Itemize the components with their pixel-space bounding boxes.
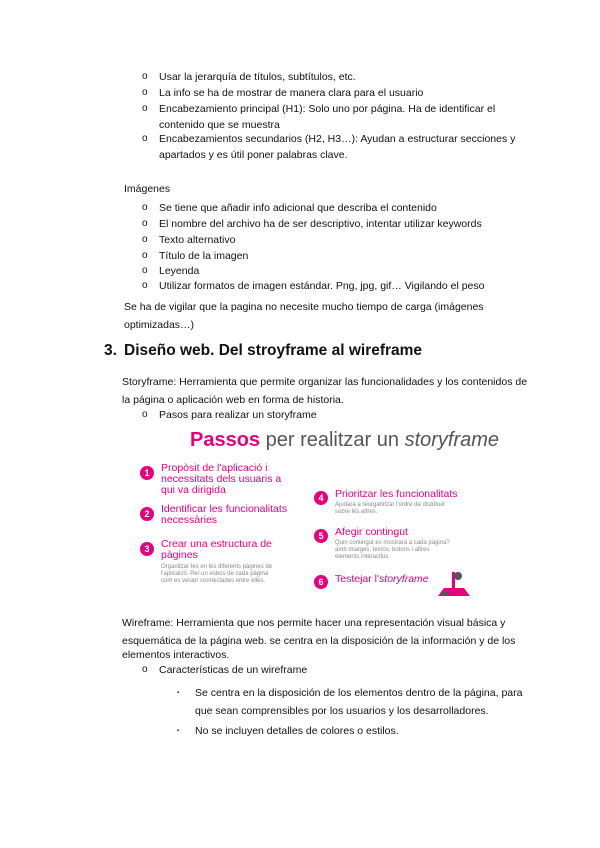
bullet-circle: o (142, 133, 148, 144)
step-description: Quin contingut es mostrarà a cada pàgina? (335, 540, 450, 546)
step-title: Identificar les funcionalitats (161, 503, 288, 515)
step-number: 2 (140, 507, 154, 521)
paragraph-line: esquemática de la página web. se centra en la disposición de la información y de los (122, 635, 516, 647)
bullet-circle: o (142, 103, 148, 114)
list-item-continuation: contenido que se muestra (159, 119, 280, 131)
paragraph-line: Storyframe: Herramienta que permite organizar las funcionalidades y los contenidos de (122, 376, 528, 388)
bullet-square: ▪ (177, 690, 180, 696)
list-item: La info se ha de mostrar de manera clara para el usuario (159, 87, 424, 99)
step-number: 1 (140, 466, 154, 480)
list-item: Características de un wireframe (159, 664, 308, 676)
bullet-circle: o (142, 234, 148, 245)
list-item: El nombre del archivo ha de ser descriptivo, intentar utilizar keywords (159, 218, 482, 230)
step-title: Propòsit de l'aplicació i (161, 462, 268, 474)
step-title: qui va dirigida (161, 484, 226, 496)
step-title-text: Testejar l' (335, 573, 380, 585)
list-item: Utilizar formatos de imagen estándar. Png, jpg, gif… Vigilando el peso (159, 280, 485, 292)
illustration-icon (434, 568, 474, 598)
list-item: Se tiene que añadir info adicional que describa el contenido (159, 202, 437, 214)
figure-title-bold: Passos (190, 429, 261, 451)
list-item: Usar la jerarquía de títulos, subtítulos, etc. (159, 71, 356, 83)
step-title (335, 574, 429, 585)
step-description: com es veuen connectades entre elles. (161, 578, 266, 584)
paragraph-line: Wireframe: Herramienta que nos permite hacer una representación visual básica y (122, 617, 506, 629)
list-item: Pasos para realizar un storyframe (159, 409, 317, 421)
step-title: pàgines (161, 549, 198, 561)
step-description: l'aplicació. Per un esbós de cada pàgina (161, 571, 269, 577)
step-description: elements interactius. (335, 554, 391, 560)
list-item: Se centra en la disposición de los elementos dentro de la página, para (195, 687, 523, 699)
step-number: 4 (314, 491, 328, 505)
paragraph-line: optimizadas…) (124, 319, 195, 331)
step-description: Ajudarà a reorganitzar l'ordre de distribuir (335, 502, 446, 508)
list-item: Encabezamiento principal (H1): Solo uno por página. Ha de identificar el (159, 103, 496, 115)
bullet-circle: o (142, 250, 148, 261)
step-number: 6 (314, 575, 328, 589)
paragraph-line: la página o aplicación web en forma de historia. (122, 394, 344, 406)
step-title: Prioritzar les funcionalitats (335, 488, 458, 500)
bullet-circle: o (142, 202, 148, 213)
paragraph-line: Se ha de vigilar que la pagina no necesite mucho tiempo de carga (imágenes (124, 301, 484, 313)
figure-title-mid: per realitzar un (260, 429, 405, 451)
step-description: Organitzar-les en les diferents pàgines de (161, 564, 273, 570)
bullet-circle: o (142, 280, 148, 291)
list-item-continuation: apartados y es útil poner palabras clave. (159, 149, 348, 161)
step-title: necessitats dels usuaris a (161, 473, 282, 485)
step-title: necessàries (161, 514, 218, 526)
list-item-continuation: que sean comprensibles por los usuarios y los desarrolladores. (195, 705, 489, 717)
step-number: 3 (140, 542, 154, 556)
bullet-circle: o (142, 87, 148, 98)
figure-title (190, 428, 499, 452)
bullet-circle: o (142, 218, 148, 229)
list-item: Leyenda (159, 265, 200, 277)
step-description: sobre les altres. (335, 509, 378, 515)
step-title-italic: storyframe (379, 573, 429, 585)
storyframe-steps-figure (118, 428, 500, 600)
list-item: No se incluyen detalles de colores o estilos. (195, 725, 399, 737)
step-description: amb imatges, textos, botons i altres (335, 547, 430, 553)
paragraph-line: elementos interactivos. (122, 649, 230, 661)
step-title: Crear una estructura de (161, 538, 272, 550)
bullet-square: ▪ (177, 728, 180, 734)
section-number: 3. (104, 342, 117, 359)
figure-title-italic: storyframe (404, 429, 500, 451)
bullet-circle: o (142, 265, 148, 276)
section-title: Diseño web. Del stroyframe al wireframe (124, 342, 423, 359)
bullet-circle: o (142, 664, 148, 675)
list-item: Texto alternativo (159, 234, 236, 246)
bullet-circle: o (142, 71, 148, 82)
images-label: Imágenes (124, 183, 171, 195)
bullet-circle: o (142, 409, 148, 420)
step-number: 5 (314, 529, 328, 543)
step-title: Afegir contingut (335, 526, 408, 538)
list-item: Título de la imagen (159, 250, 249, 262)
list-item: Encabezamientos secundarios (H2, H3…): Ayudan a estructurar secciones y (159, 133, 516, 145)
